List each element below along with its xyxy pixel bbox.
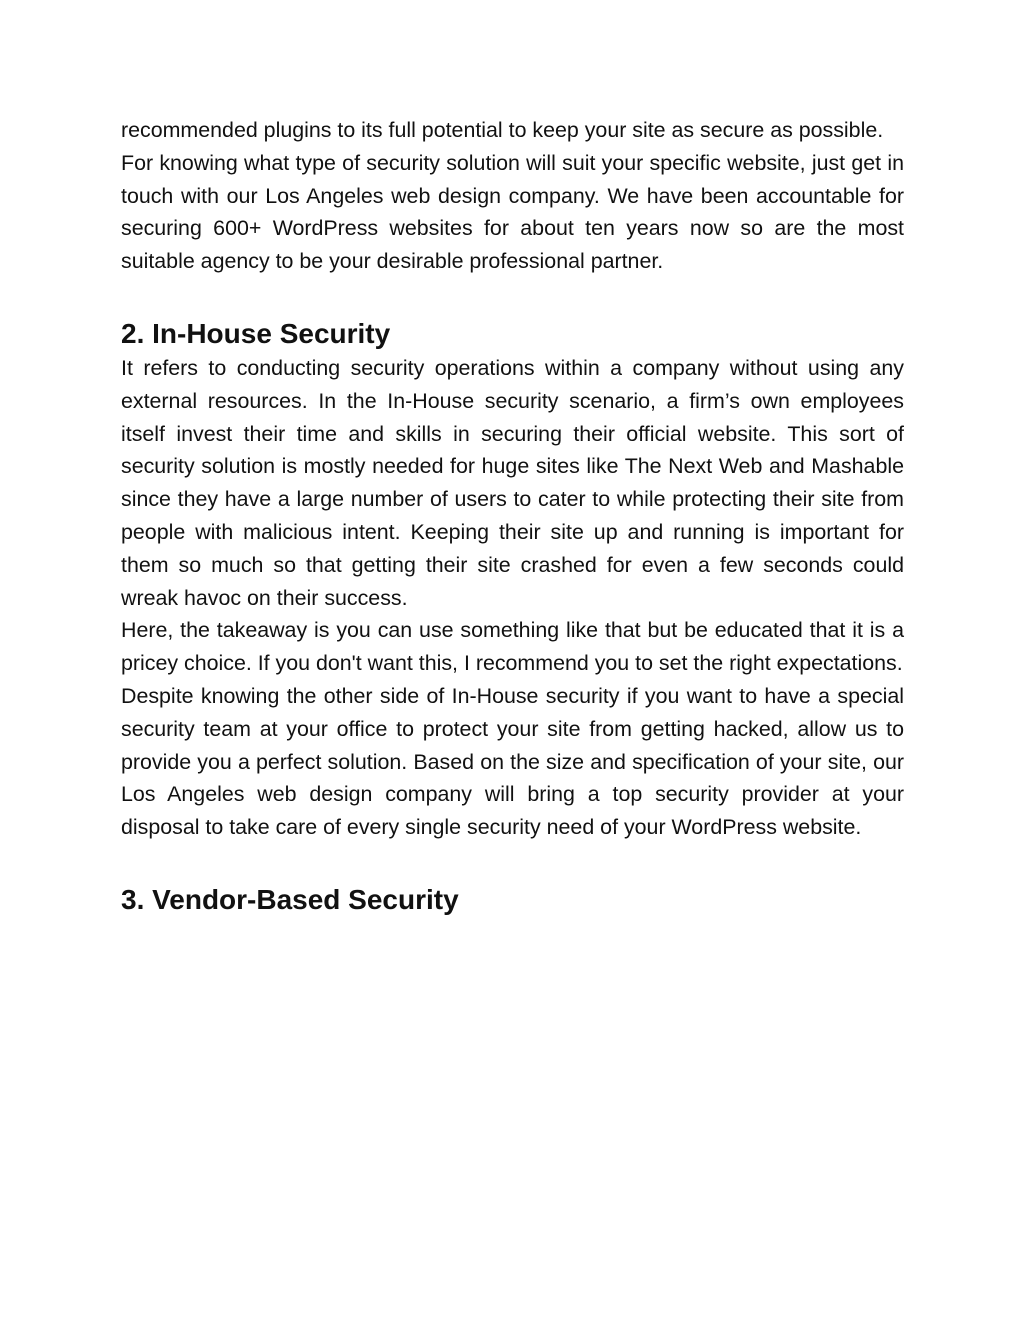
in-house-paragraph-3: Despite knowing the other side of In-House security if you want to have a special security team at your office to protect your site from getting hacked, allow us to provide you a perfect solution. Based on the size and specification of your site, our Los Angeles web design company will bring a top security provider at your disposal to take care of every single security need of your WordPress website.: [121, 683, 904, 840]
in-house-paragraph-2: Here, the takeaway is you can use something like that but be educated that it is a pricey choice. If you don't want this, I recommend you to set the right expectations.: [121, 618, 904, 676]
section-heading-vendor-based-security: 3. Vendor-Based Security: [121, 883, 459, 915]
in-house-paragraph-1: It refers to conducting security operations within a company without using any external resources. In the In-House security scenario, a firm’s own employees itself invest their time and skills in securing their official website. This sort of security solution is mostly needed for huge sites like The Next Web and Mashable since they have a large number of users to cater to while protecting their site from people with malicious intent. Keeping their site up and running is important for them so much so that getting their site crashed for even a few seconds could wreak havoc on their success.: [121, 355, 904, 610]
intro-paragraph-1: recommended plugins to its full potential to keep your site as secure as possible.: [121, 118, 884, 142]
section-heading-in-house-security: 2. In-House Security: [121, 317, 391, 349]
document-page: [121, 114, 904, 918]
intro-paragraph-2: For knowing what type of security solution will suit your specific website, just get in touch with our Los Angeles web design company. We have been accountable for securing 600+ WordPress websites for about ten years now so are the most suitable agency to be your desirable professional partner.: [121, 150, 904, 274]
